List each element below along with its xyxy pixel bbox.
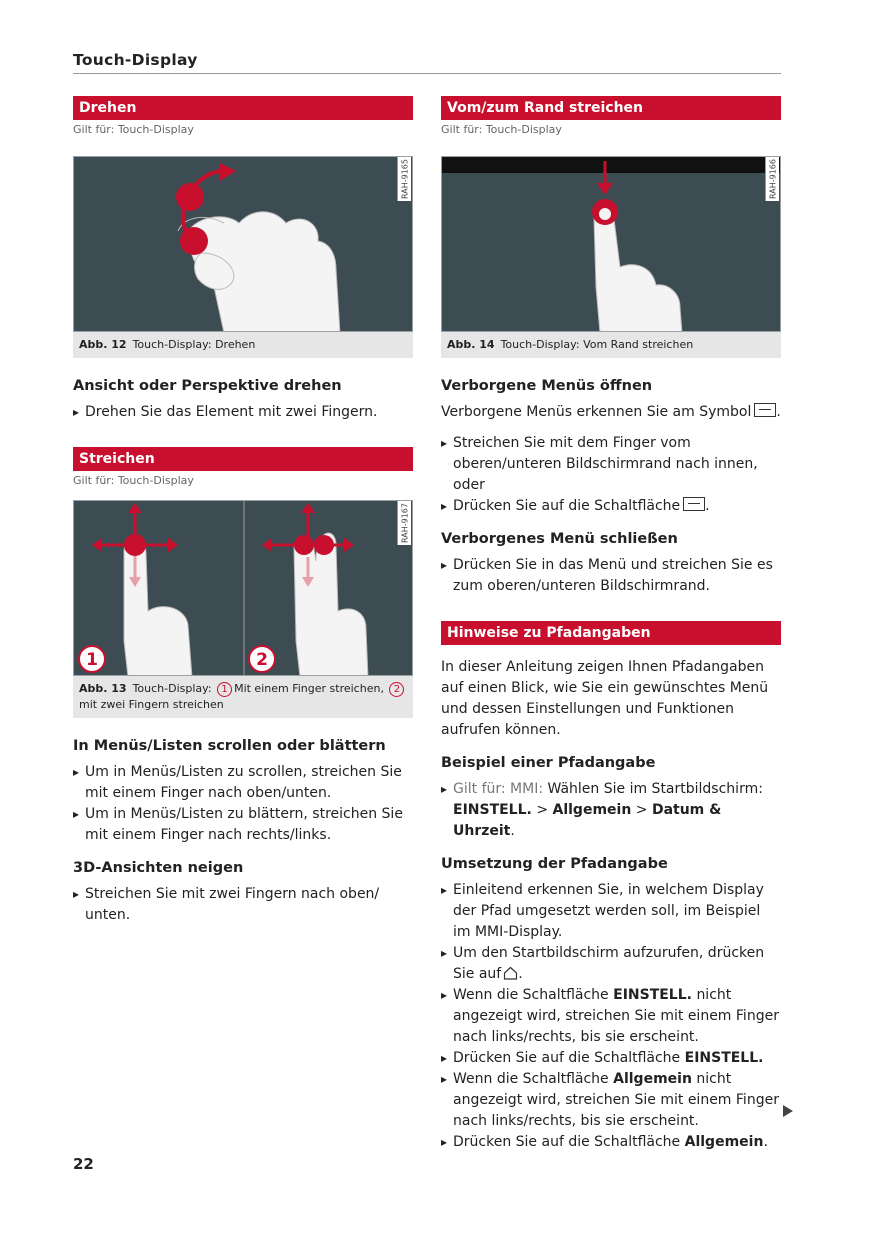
arrowhead-left [92, 538, 102, 552]
heading-beispiel: Beispiel einer Pfadangabe [441, 755, 656, 771]
paragraph-hinweise: In dieser Anleitung zeigen Ihnen Pfadangaben auf einen Blick, wie Sie ein gewünschtes Menü und dessen Einstellungen und Funktionen aufrufen können. [441, 659, 769, 738]
applies-to-rand: Gilt für: Touch-Display [441, 123, 562, 136]
caption-abb-13: Abb. 13 Touch-Display: 1 Mit einem Finger streichen, 2 mit zwei Fingern streichen [73, 676, 413, 718]
section-title-rand: Vom/zum Rand streichen [441, 96, 781, 120]
menu-symbol-icon [683, 497, 705, 511]
bullet-item: ▸ Gilt für: MMI: Wählen Sie im Startbildschirm: EINSTELL. > Allgemein > Datum & Uhrzeit. [441, 779, 781, 842]
marker-2: 2 [256, 650, 268, 670]
home-icon [503, 966, 518, 980]
touch-point-top [176, 183, 204, 211]
heading-oeffnen: Verborgene Menüs öffnen [441, 378, 653, 394]
section-title-streichen: Streichen [73, 447, 413, 471]
applies-to-streichen: Gilt für: Touch-Display [73, 474, 194, 487]
touch-point-inner [599, 208, 611, 220]
bullet-item: ▸ Drücken Sie auf die Schaltfläche EINSTELL. [441, 1048, 781, 1069]
section-title-drehen: Drehen [73, 96, 413, 120]
heading-neigen: 3D-Ansichten neigen [73, 860, 244, 876]
heading-scrollen: In Menüs/Listen scrollen oder blättern [73, 738, 386, 754]
screen-top-edge [442, 157, 781, 173]
arrowhead-up-2 [301, 503, 315, 513]
heading-umsetzung: Umsetzung der Pfadangabe [441, 856, 668, 872]
swipe-gesture-illustration [74, 501, 413, 676]
figure-code: RAH-9167 [397, 501, 411, 545]
arrowhead-right [168, 538, 178, 552]
caption-abb-12: Abb. 12 Touch-Display: Drehen [73, 332, 413, 358]
rotate-gesture-illustration [74, 157, 413, 332]
bullet-item: ▸ Um in Menüs/Listen zu scrollen, streichen Sie mit einem Finger nach oben/unten. [73, 762, 413, 804]
marker-1: 1 [86, 650, 98, 670]
bullet-item: ▸ Streichen Sie mit zwei Fingern nach oben/ unten. [73, 884, 385, 926]
edge-swipe-illustration [442, 157, 781, 332]
page-header-title: Touch-Display [73, 51, 198, 69]
paragraph-intro: Verborgene Menüs erkennen Sie am Symbol . [441, 404, 781, 420]
touch-point-two-b [314, 535, 334, 555]
menu-symbol-icon [754, 403, 776, 417]
bullet-item: ▸ Drücken Sie in das Menü und streichen Sie es zum oberen/unteren Bildschirmrand. [441, 555, 781, 597]
bullet-item: ▸ Wenn die Schaltfläche Allgemein nicht angezeigt wird, streichen Sie mit einem Finger nach links/rechts, bis sie erscheint. [441, 1069, 781, 1132]
caption-abb-14: Abb. 14 Touch-Display: Vom Rand streichen [441, 332, 781, 358]
left-column [73, 96, 413, 926]
figure-edge-swipe [441, 156, 781, 332]
arrowhead-up [128, 503, 142, 513]
continue-arrow-icon [783, 1105, 793, 1117]
touch-point-one [124, 534, 146, 556]
heading-ansicht: Ansicht oder Perspektive drehen [73, 378, 342, 394]
bullet-item: ▸ Drücken Sie auf die Schaltfläche Allgemein. [441, 1132, 781, 1153]
header-rule [73, 73, 781, 74]
bullet-item: ▸ Um den Startbildschirm aufzurufen, drücken Sie auf . [441, 943, 781, 985]
touch-point-bottom [180, 227, 208, 255]
bullet-item: ▸ Wenn die Schaltfläche EINSTELL. nicht angezeigt wird, streichen Sie mit einem Finger nach links/rechts, bis sie erscheint. [441, 985, 781, 1048]
applies-to-drehen: Gilt für: Touch-Display [73, 123, 194, 136]
touch-point-two-a [294, 535, 314, 555]
rotation-arrowhead [220, 163, 236, 181]
bullet-item: ▸ Um in Menüs/Listen zu blättern, streichen Sie mit einem Finger nach rechts/links. [73, 804, 413, 846]
bullet-item: ▸ Streichen Sie mit dem Finger vom oberen/unteren Bildschirmrand nach innen, oder [441, 433, 781, 496]
bullet-item: ▸ Einleitend erkennen Sie, in welchem Display der Pfad umgesetzt werden soll, im Beispiel im MMI-Display. [441, 880, 781, 943]
figure-rotate [73, 156, 413, 332]
figure-code: RAH-9166 [765, 157, 779, 201]
hand-index-finger [594, 209, 682, 333]
right-column [441, 96, 781, 1153]
bullet-item: ▸ Drücken Sie auf die Schaltfläche . [441, 496, 781, 517]
section-title-hinweise: Hinweise zu Pfadangaben [441, 621, 781, 645]
page-number: 22 [73, 1155, 94, 1173]
heading-schliessen: Verborgenes Menü schließen [441, 531, 678, 547]
arrowhead-down [597, 183, 613, 195]
figure-code: RAH-9165 [397, 157, 411, 201]
arrowhead-left-2 [262, 538, 272, 552]
figure-swipe [73, 500, 413, 676]
bullet-item: ▸ Drehen Sie das Element mit zwei Fingern. [73, 402, 413, 423]
arrowhead-right-2 [344, 538, 354, 552]
